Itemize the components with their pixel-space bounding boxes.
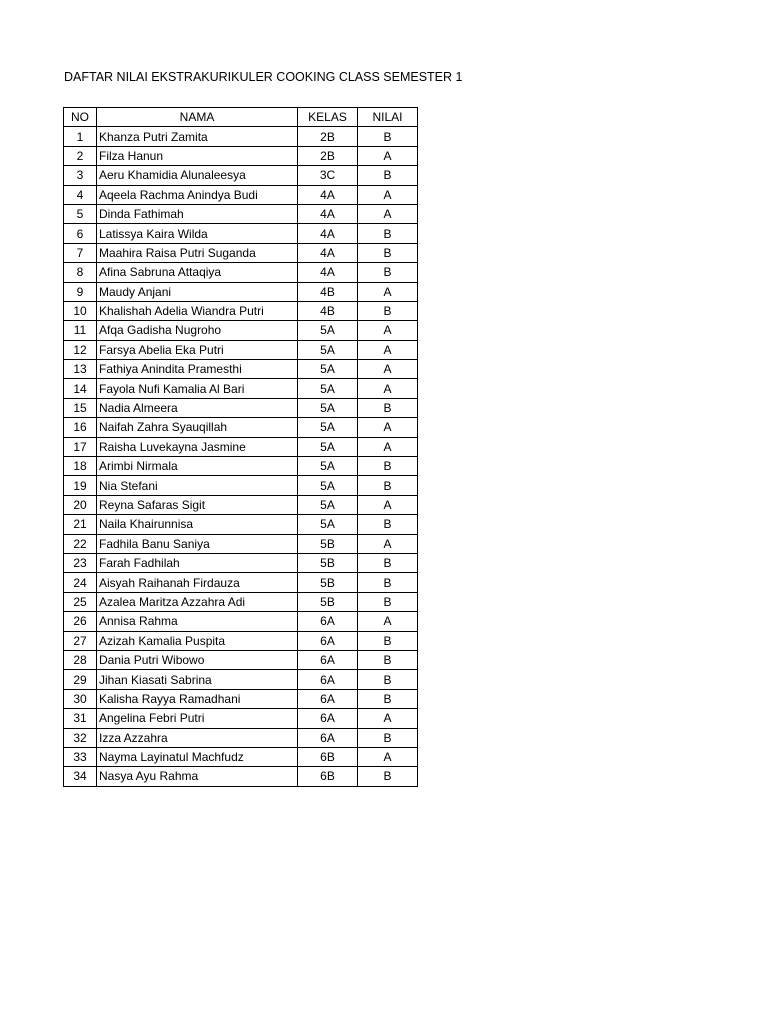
cell-kelas: 4A (298, 224, 358, 243)
table-row (64, 398, 418, 417)
cell-no: 30 (64, 689, 97, 708)
table-row (64, 689, 418, 708)
cell-nilai: A (358, 612, 418, 631)
table-row (64, 553, 418, 572)
table-row (64, 360, 418, 379)
cell-nilai: A (358, 418, 418, 437)
cell-nilai: B (358, 263, 418, 282)
cell-nilai: B (358, 515, 418, 534)
column-header-nilai: NILAI (358, 108, 418, 127)
cell-no: 1 (64, 127, 97, 146)
table-row (64, 437, 418, 456)
cell-nilai: A (358, 437, 418, 456)
table-row (64, 243, 418, 262)
cell-kelas: 5A (298, 398, 358, 417)
cell-nama: Izza Azzahra (97, 728, 298, 747)
cell-kelas: 3C (298, 166, 358, 185)
table-row (64, 709, 418, 728)
cell-no: 16 (64, 418, 97, 437)
cell-nama: Maudy Anjani (97, 282, 298, 301)
table-row (64, 379, 418, 398)
cell-no: 22 (64, 534, 97, 553)
cell-no: 20 (64, 495, 97, 514)
cell-nama: Angelina Febri Putri (97, 709, 298, 728)
cell-kelas: 2B (298, 127, 358, 146)
cell-kelas: 6A (298, 689, 358, 708)
cell-nilai: A (358, 709, 418, 728)
cell-nama: Azizah Kamalia Puspita (97, 631, 298, 650)
cell-no: 13 (64, 360, 97, 379)
table-row (64, 457, 418, 476)
cell-nama: Nia Stefani (97, 476, 298, 495)
cell-no: 26 (64, 612, 97, 631)
cell-kelas: 5B (298, 573, 358, 592)
cell-kelas: 5A (298, 321, 358, 340)
cell-kelas: 6B (298, 747, 358, 766)
cell-nama: Raisha Luvekayna Jasmine (97, 437, 298, 456)
cell-no: 28 (64, 650, 97, 669)
table-row (64, 204, 418, 223)
table-row (64, 515, 418, 534)
cell-nama: Afqa Gadisha Nugroho (97, 321, 298, 340)
cell-nama: Filza Hanun (97, 146, 298, 165)
cell-nilai: B (358, 767, 418, 786)
cell-nama: Aisyah Raihanah Firdauza (97, 573, 298, 592)
column-header-nama: NAMA (97, 108, 298, 127)
cell-kelas: 2B (298, 146, 358, 165)
cell-kelas: 5B (298, 534, 358, 553)
cell-nilai: B (358, 631, 418, 650)
cell-no: 34 (64, 767, 97, 786)
cell-no: 25 (64, 592, 97, 611)
cell-kelas: 6A (298, 650, 358, 669)
cell-no: 32 (64, 728, 97, 747)
cell-nilai: A (358, 360, 418, 379)
cell-nama: Arimbi Nirmala (97, 457, 298, 476)
table-row (64, 534, 418, 553)
cell-nilai: B (358, 166, 418, 185)
cell-kelas: 4B (298, 301, 358, 320)
cell-nilai: A (358, 340, 418, 359)
cell-nama: Fadhila Banu Saniya (97, 534, 298, 553)
cell-kelas: 5A (298, 457, 358, 476)
table-row (64, 146, 418, 165)
cell-nilai: B (358, 476, 418, 495)
cell-kelas: 6B (298, 767, 358, 786)
cell-kelas: 5A (298, 379, 358, 398)
cell-nilai: B (358, 728, 418, 747)
table-row (64, 573, 418, 592)
cell-no: 4 (64, 185, 97, 204)
cell-nama: Fathiya Anindita Pramesthi (97, 360, 298, 379)
cell-no: 27 (64, 631, 97, 650)
cell-no: 10 (64, 301, 97, 320)
cell-no: 15 (64, 398, 97, 417)
cell-nilai: B (358, 457, 418, 476)
cell-kelas: 5A (298, 340, 358, 359)
cell-nilai: B (358, 689, 418, 708)
cell-nilai: B (358, 650, 418, 669)
cell-nama: Latissya Kaira Wilda (97, 224, 298, 243)
table-row (64, 592, 418, 611)
table-row (64, 747, 418, 766)
cell-kelas: 6A (298, 631, 358, 650)
cell-nama: Farsya Abelia Eka Putri (97, 340, 298, 359)
cell-kelas: 4A (298, 243, 358, 262)
cell-nama: Khanza Putri Zamita (97, 127, 298, 146)
cell-kelas: 5A (298, 418, 358, 437)
table-row (64, 321, 418, 340)
cell-no: 12 (64, 340, 97, 359)
table-row (64, 185, 418, 204)
cell-kelas: 5B (298, 592, 358, 611)
cell-kelas: 4A (298, 263, 358, 282)
cell-no: 6 (64, 224, 97, 243)
cell-nilai: B (358, 553, 418, 572)
table-row (64, 263, 418, 282)
table-row (64, 127, 418, 146)
cell-nilai: A (358, 534, 418, 553)
cell-no: 23 (64, 553, 97, 572)
cell-kelas: 6A (298, 612, 358, 631)
cell-nama: Dinda Fathimah (97, 204, 298, 223)
table-body (64, 127, 418, 786)
cell-no: 9 (64, 282, 97, 301)
cell-no: 3 (64, 166, 97, 185)
cell-no: 7 (64, 243, 97, 262)
table-header-row (64, 108, 418, 127)
grades-table (63, 107, 418, 787)
cell-kelas: 5B (298, 553, 358, 572)
cell-nama: Dania Putri Wibowo (97, 650, 298, 669)
cell-nilai: A (358, 282, 418, 301)
cell-nilai: B (358, 573, 418, 592)
cell-no: 33 (64, 747, 97, 766)
cell-nilai: B (358, 301, 418, 320)
cell-no: 14 (64, 379, 97, 398)
table-row (64, 612, 418, 631)
table-row (64, 282, 418, 301)
table-row (64, 418, 418, 437)
cell-kelas: 6A (298, 709, 358, 728)
cell-nama: Nadia Almeera (97, 398, 298, 417)
table-row (64, 301, 418, 320)
cell-kelas: 6A (298, 728, 358, 747)
cell-nama: Naila Khairunnisa (97, 515, 298, 534)
cell-kelas: 4A (298, 204, 358, 223)
cell-nama: Fayola Nufi Kamalia Al Bari (97, 379, 298, 398)
cell-no: 5 (64, 204, 97, 223)
cell-nilai: B (358, 592, 418, 611)
table-row (64, 495, 418, 514)
cell-kelas: 6A (298, 670, 358, 689)
document-title: DAFTAR NILAI EKSTRAKURIKULER COOKING CLASS SEMESTER 1 (64, 70, 463, 84)
cell-nilai: A (358, 321, 418, 340)
cell-nama: Afina Sabruna Attaqiya (97, 263, 298, 282)
cell-no: 18 (64, 457, 97, 476)
column-header-kelas: KELAS (298, 108, 358, 127)
cell-nama: Aeru Khamidia Alunaleesya (97, 166, 298, 185)
table-row (64, 650, 418, 669)
cell-no: 19 (64, 476, 97, 495)
table-row (64, 728, 418, 747)
cell-nilai: B (358, 127, 418, 146)
cell-nilai: A (358, 495, 418, 514)
table-row (64, 767, 418, 786)
cell-nama: Khalishah Adelia Wiandra Putri (97, 301, 298, 320)
cell-no: 11 (64, 321, 97, 340)
cell-nilai: A (358, 379, 418, 398)
cell-nilai: B (358, 670, 418, 689)
cell-kelas: 4B (298, 282, 358, 301)
table-row (64, 166, 418, 185)
table-row (64, 631, 418, 650)
cell-nama: Reyna Safaras Sigit (97, 495, 298, 514)
cell-no: 17 (64, 437, 97, 456)
cell-nama: Nayma Layinatul Machfudz (97, 747, 298, 766)
table-row (64, 670, 418, 689)
cell-nama: Kalisha Rayya Ramadhani (97, 689, 298, 708)
cell-nama: Annisa Rahma (97, 612, 298, 631)
table-row (64, 224, 418, 243)
cell-nama: Maahira Raisa Putri Suganda (97, 243, 298, 262)
cell-no: 29 (64, 670, 97, 689)
cell-kelas: 5A (298, 495, 358, 514)
cell-kelas: 5A (298, 437, 358, 456)
cell-nilai: B (358, 398, 418, 417)
column-header-no: NO (64, 108, 97, 127)
cell-nilai: A (358, 146, 418, 165)
cell-nilai: A (358, 204, 418, 223)
cell-nilai: A (358, 185, 418, 204)
cell-nama: Nasya Ayu Rahma (97, 767, 298, 786)
cell-no: 21 (64, 515, 97, 534)
cell-kelas: 5A (298, 360, 358, 379)
cell-nilai: B (358, 224, 418, 243)
cell-nilai: B (358, 243, 418, 262)
table-row (64, 476, 418, 495)
cell-no: 8 (64, 263, 97, 282)
cell-nama: Farah Fadhilah (97, 553, 298, 572)
cell-nama: Jihan Kiasati Sabrina (97, 670, 298, 689)
cell-nilai: A (358, 747, 418, 766)
table-row (64, 340, 418, 359)
cell-kelas: 5A (298, 476, 358, 495)
cell-no: 24 (64, 573, 97, 592)
cell-kelas: 4A (298, 185, 358, 204)
cell-nama: Aqeela Rachma Anindya Budi (97, 185, 298, 204)
cell-kelas: 5A (298, 515, 358, 534)
cell-nama: Azalea Maritza Azzahra Adi (97, 592, 298, 611)
cell-no: 2 (64, 146, 97, 165)
cell-nama: Naifah Zahra Syauqillah (97, 418, 298, 437)
cell-no: 31 (64, 709, 97, 728)
